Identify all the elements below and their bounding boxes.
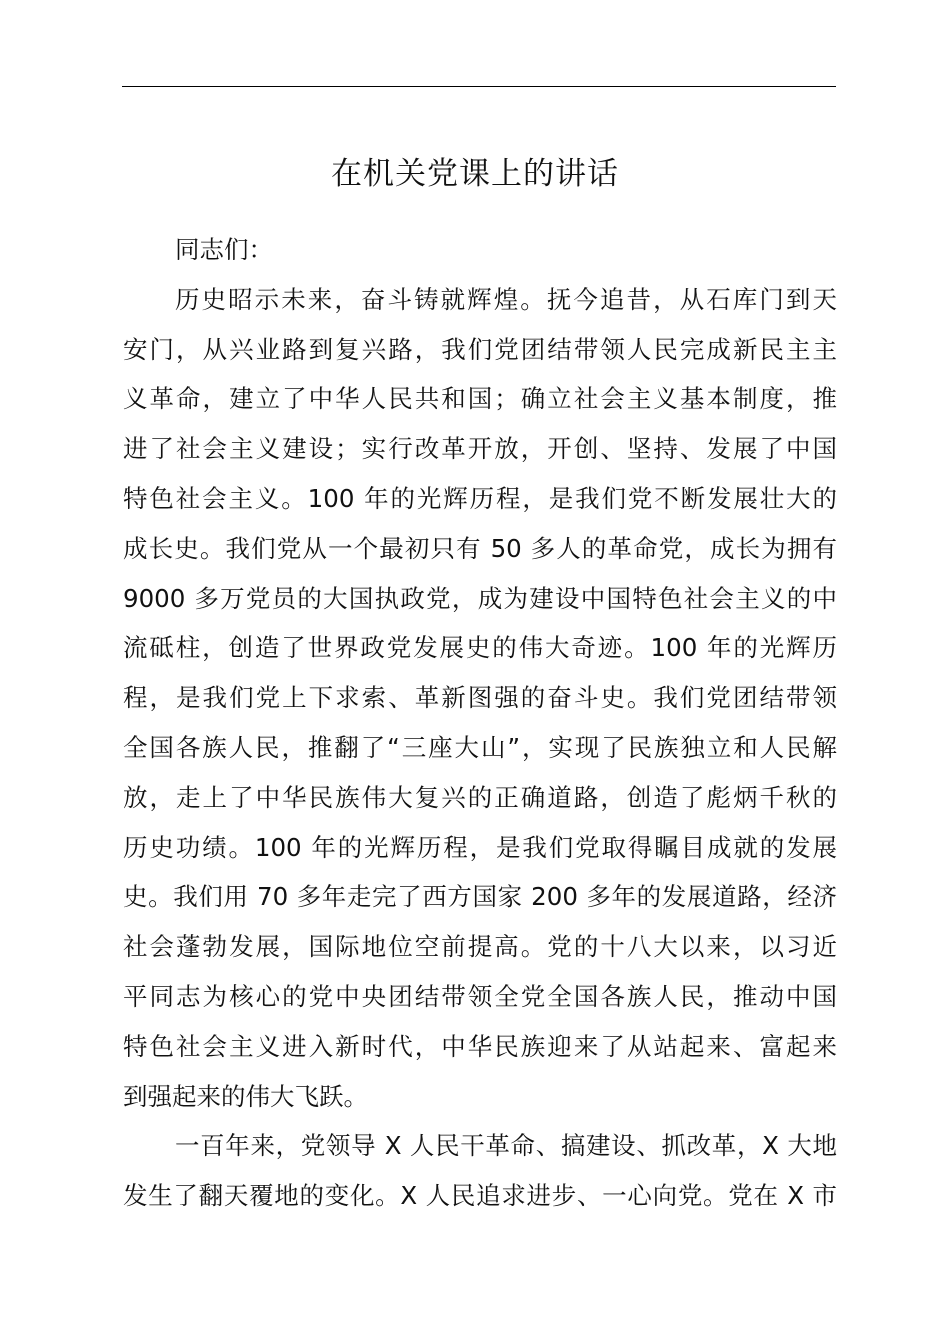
salutation: 同志们： (175, 235, 273, 264)
text-line: 一百年来，党领导 X 人民干革命、搞建设、抓改革，X 大地 (175, 1131, 837, 1161)
text-line: 流砥柱，创造了世界政党发展史的伟大奇迹。100 年的光辉历 (123, 633, 837, 663)
text-line: 进了社会主义建设；实行改革开放，开创、坚持、发展了中国 (123, 434, 837, 464)
text-line: 程，是我们党上下求索、革新图强的奋斗史。我们党团结带领 (123, 683, 837, 713)
text-line: 义革命，建立了中华人民共和国；确立社会主义基本制度，推 (123, 384, 837, 414)
text-line: 特色社会主义。100 年的光辉历程，是我们党不断发展壮大的 (123, 483, 837, 513)
text-line: 史。我们用 70 多年走完了西方国家 200 多年的发展道路，经济 (123, 882, 837, 912)
paragraph (123, 1121, 837, 1221)
text-line: 发生了翻天覆地的变化。X 人民追求进步、一心向党。党在 X 市 (123, 1181, 837, 1211)
header-rule (122, 86, 836, 87)
text-line: 全国各族人民，推翻了“三座大山”，实现了民族独立和人民解 (123, 732, 837, 762)
text-line: 放，走上了中华民族伟大复兴的正确道路，创造了彪炳千秋的 (123, 782, 837, 812)
text-line: 成长史。我们党从一个最初只有 50 多人的革命党，成长为拥有 (123, 533, 837, 563)
text-line: 到强起来的伟大飞跃。 (123, 1081, 368, 1111)
document-body (123, 225, 837, 1221)
text-line: 社会蓬勃发展，国际地位空前提高。党的十八大以来，以习近 (123, 932, 837, 962)
text-line: 9000 多万党员的大国执政党，成为建设中国特色社会主义的中 (123, 583, 837, 613)
text-line: 平同志为核心的党中央团结带领全党全国各族人民，推动中国 (123, 981, 837, 1011)
paragraph (123, 275, 837, 1122)
page-title: 在机关党课上的讲话 (331, 156, 619, 192)
text-line: 历史昭示未来，奋斗铸就辉煌。抚今追昔，从石库门到天 (175, 284, 837, 314)
text-line: 安门，从兴业路到复兴路，我们党团结带领人民完成新民主主 (123, 334, 837, 364)
text-line: 历史功绩。100 年的光辉历程，是我们党取得瞩目成就的发展 (123, 832, 837, 862)
text-line: 特色社会主义进入新时代，中华民族迎来了从站起来、富起来 (123, 1031, 837, 1061)
